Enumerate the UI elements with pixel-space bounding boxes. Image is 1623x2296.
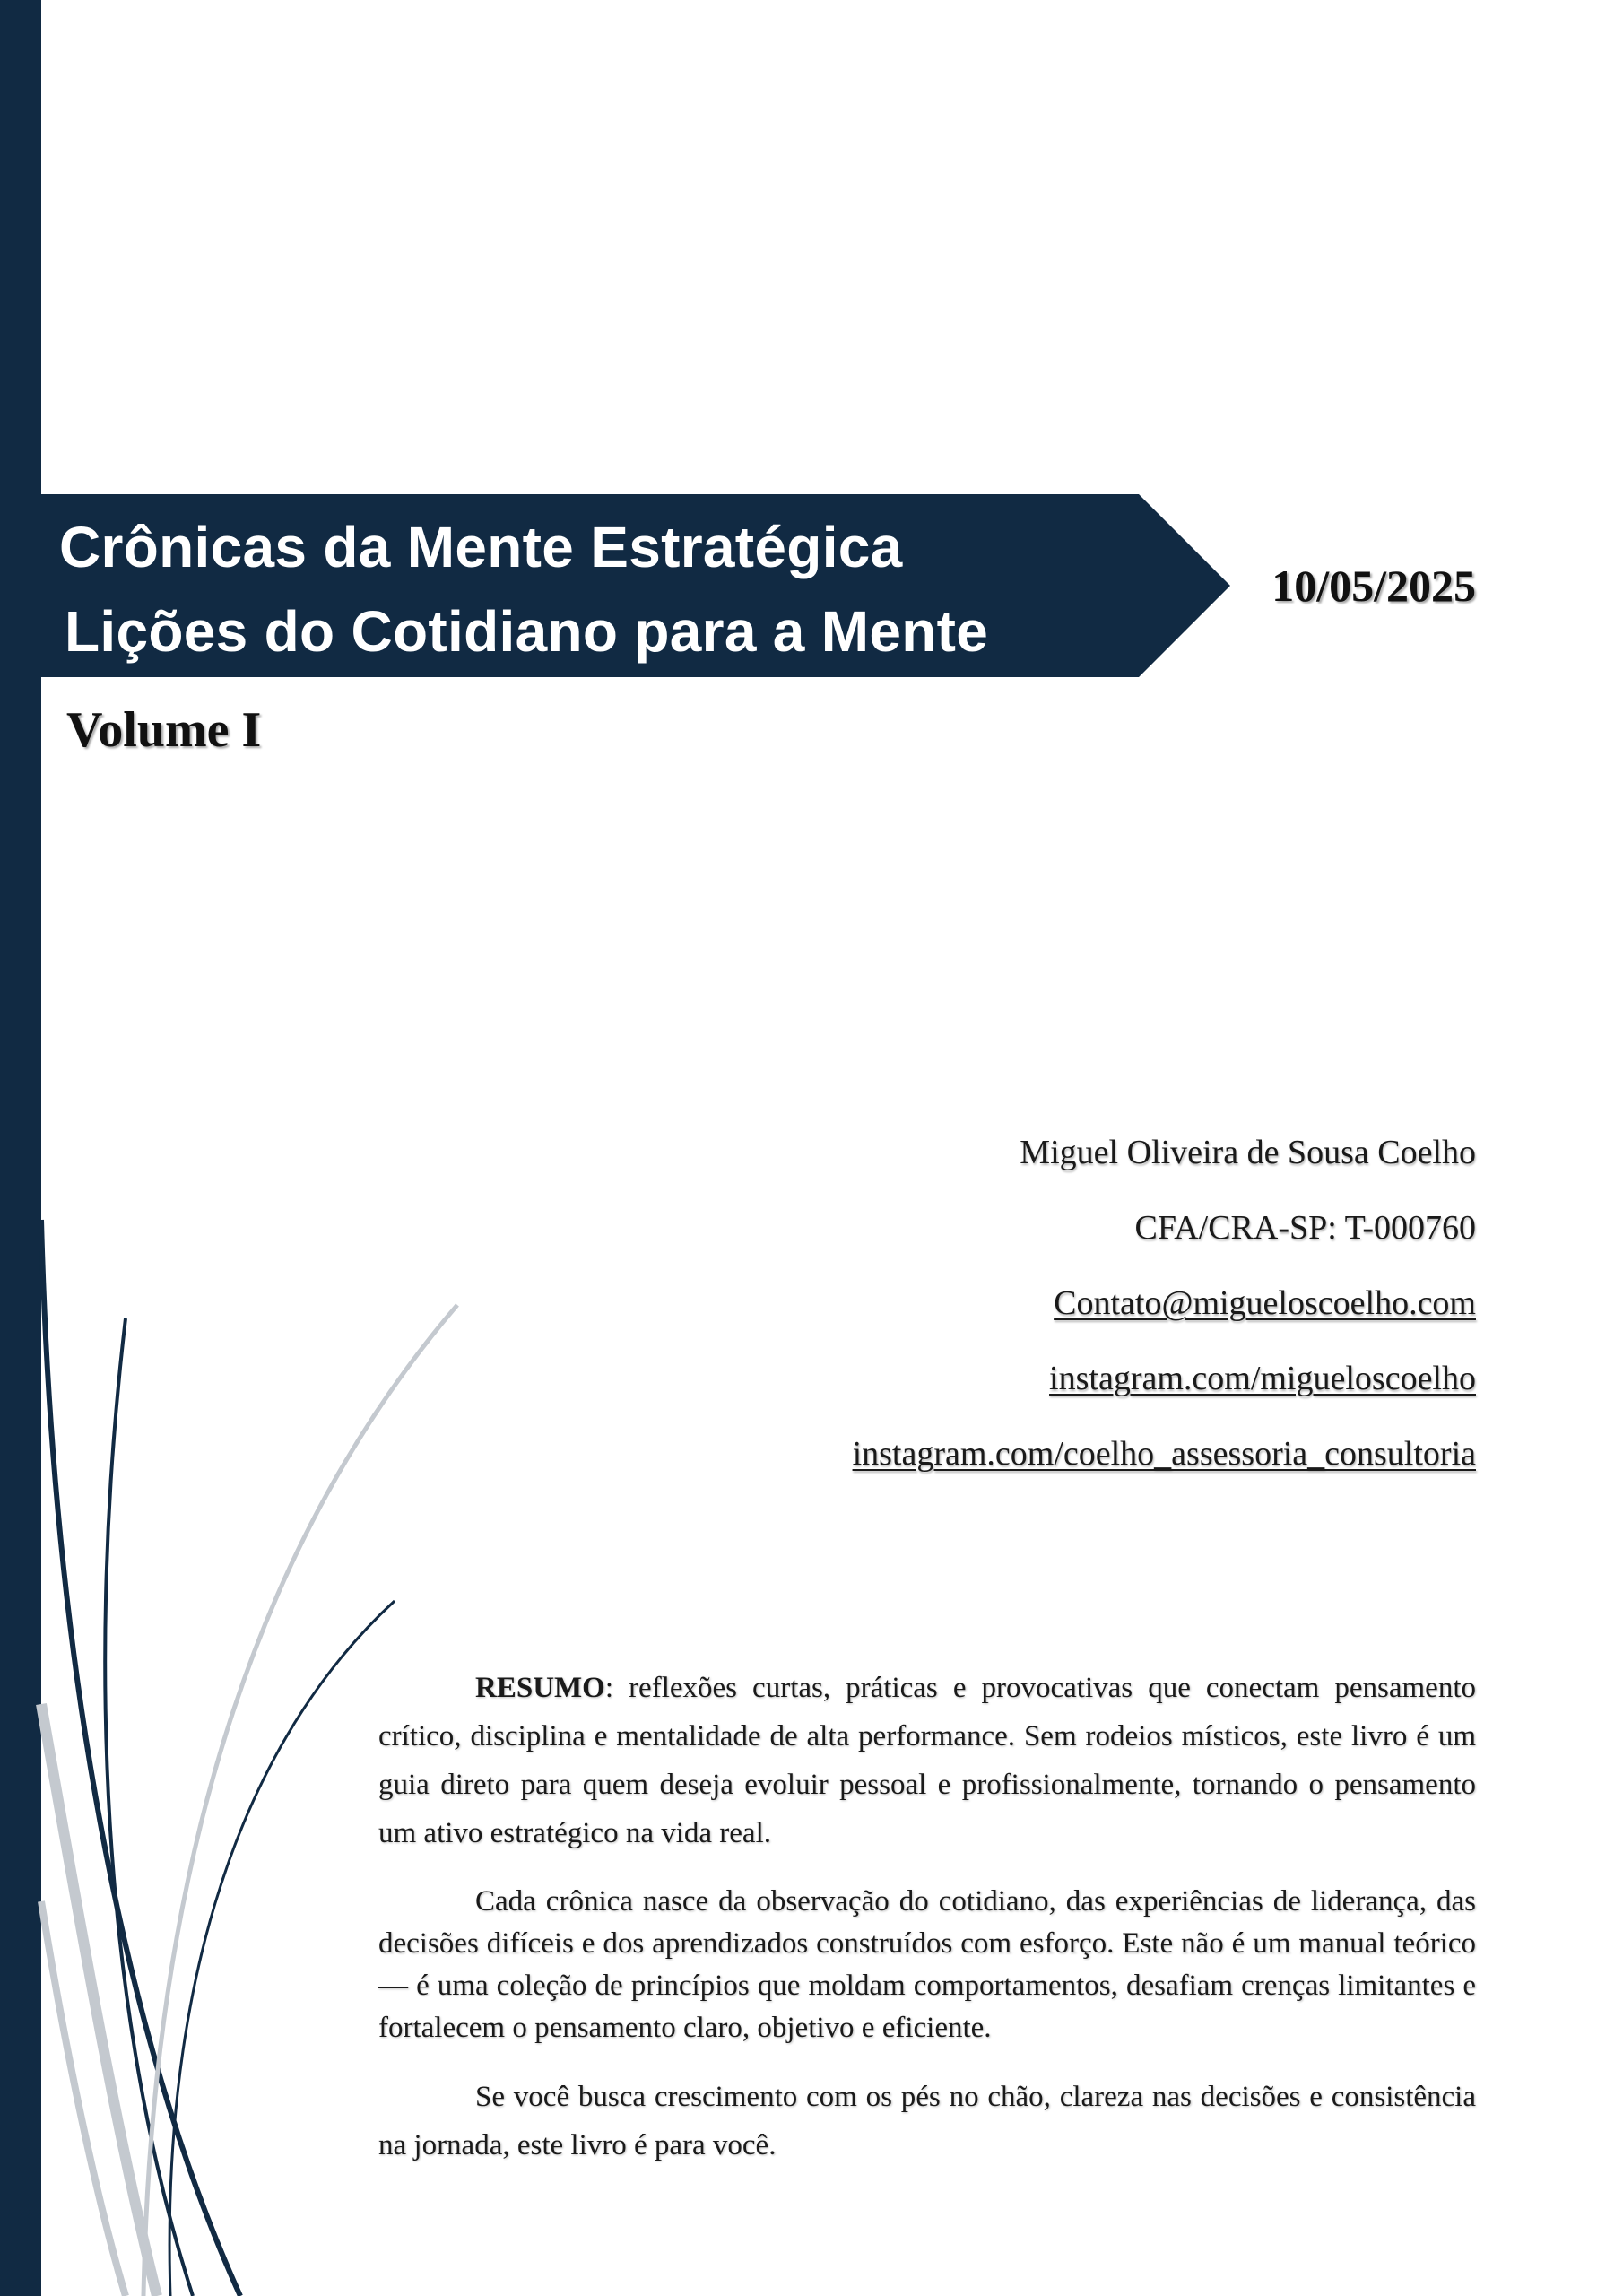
summary-paragraph-1: RESUMO: reflexões curtas, práticas e provocativas que conectam pensamento crítico, disciplina e mentalidade de alta performance. Sem rodeios místicos, este livro é um guia direto para quem deseja evoluir pessoal e profissionalmente, tornando o pensamento um ativo estratégico na vida real. (378, 1672, 1476, 1849)
title-banner (0, 494, 1233, 677)
book-title: Crônicas da Mente Estratégica (59, 515, 903, 579)
author-name: Miguel Oliveira de Sousa Coelho (1020, 1134, 1476, 1171)
summary-paragraph-2: Cada crônica nasce da observação do cotidiano, das experiências de liderança, das decisões difíceis e dos aprendizados construídos com esforço. Este não é um manual teórico — é uma coleção de princípios que moldam comportamentos, desafiam crenças limitantes e fortalecem o pensamento claro, objetivo e eficiente. (378, 1885, 1476, 2044)
email-link[interactable]: Contato@migueloscoelho.com (1054, 1284, 1476, 1322)
instagram-company-link[interactable]: instagram.com/coelho_assessoria_consultoria (852, 1435, 1476, 1473)
book-subtitle: Lições do Cotidiano para a Mente (65, 599, 989, 664)
summary-paragraph-3: Se você busca crescimento com os pés no chão, clareza nas decisões e consistência na jornada, este livro é para você. (378, 2081, 1476, 2161)
publication-date: 10/05/2025 (1271, 561, 1476, 611)
volume-label: Volume I (66, 702, 262, 758)
summary-section (378, 1664, 1476, 2193)
summary-label: RESUMO (475, 1672, 605, 1704)
instagram-personal-link[interactable]: instagram.com/migueloscoelho (1049, 1360, 1476, 1397)
author-info (853, 1130, 1476, 1507)
author-registration: CFA/CRA-SP: T-000760 (1134, 1209, 1476, 1247)
